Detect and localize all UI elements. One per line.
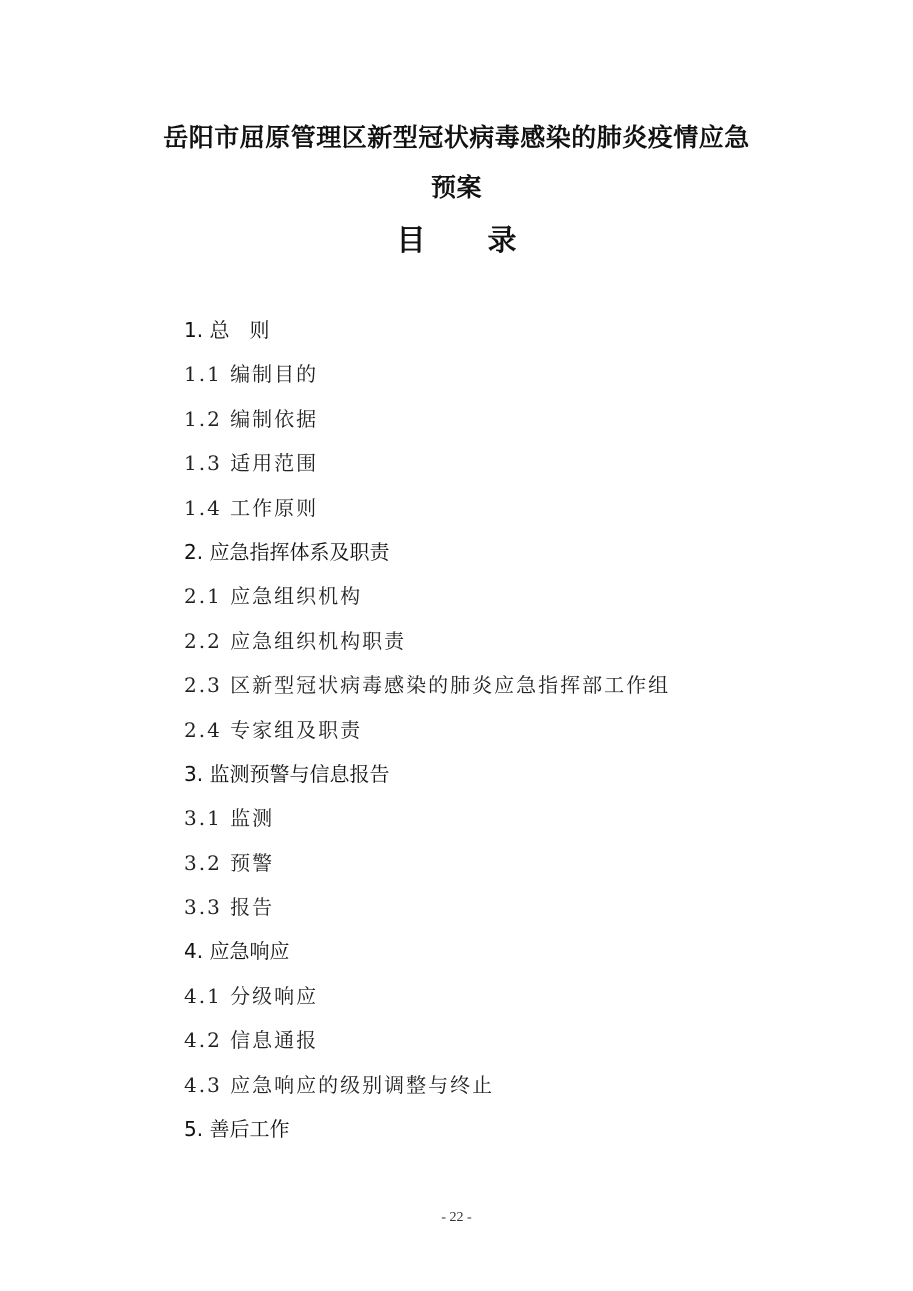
toc-section-entry: 5. 善后工作	[184, 1117, 290, 1142]
toc-subsection-entry: 2.4 专家组及职责	[184, 717, 363, 742]
toc-section-entry: 3. 监测预警与信息报告	[184, 761, 390, 786]
toc-subsection-entry: 3.1 监测	[184, 806, 275, 831]
toc-subsection-entry: 1.4 工作原则	[184, 495, 319, 520]
toc-subsection-entry: 1.3 适用范围	[184, 451, 319, 476]
table-of-contents	[184, 314, 824, 1157]
document-title-line-1: 岳阳市屈原管理区新型冠状病毒感染的肺炎疫情应急	[163, 123, 750, 152]
document-title-line-2: 预案	[430, 173, 482, 202]
page-number: - 22 -	[441, 1210, 472, 1225]
toc-heading	[0, 218, 913, 259]
toc-subsection-entry: 2.1 应急组织机构	[184, 584, 363, 609]
toc-heading-left: 目	[396, 223, 426, 257]
toc-subsection-entry: 1.1 编制目的	[184, 362, 319, 387]
toc-subsection-entry: 3.3 报告	[184, 895, 275, 920]
toc-subsection-entry: 4.1 分级响应	[184, 983, 319, 1008]
toc-subsection-entry: 4.2 信息通报	[184, 1028, 319, 1053]
toc-subsection-entry: 4.3 应急响应的级别调整与终止	[184, 1072, 495, 1097]
toc-subsection-entry: 1.2 编制依据	[184, 406, 319, 431]
toc-subsection-entry: 2.2 应急组织机构职责	[184, 628, 407, 653]
toc-section-entry: 4. 应急响应	[184, 939, 290, 964]
toc-subsection-entry: 3.2 预警	[184, 850, 275, 875]
toc-subsection-entry: 2.3 区新型冠状病毒感染的肺炎应急指挥部工作组	[184, 673, 671, 698]
toc-section-entry: 1. 总 则	[184, 318, 270, 342]
toc-heading-right: 录	[487, 223, 517, 257]
toc-section-entry: 2. 应急指挥体系及职责	[184, 539, 390, 564]
